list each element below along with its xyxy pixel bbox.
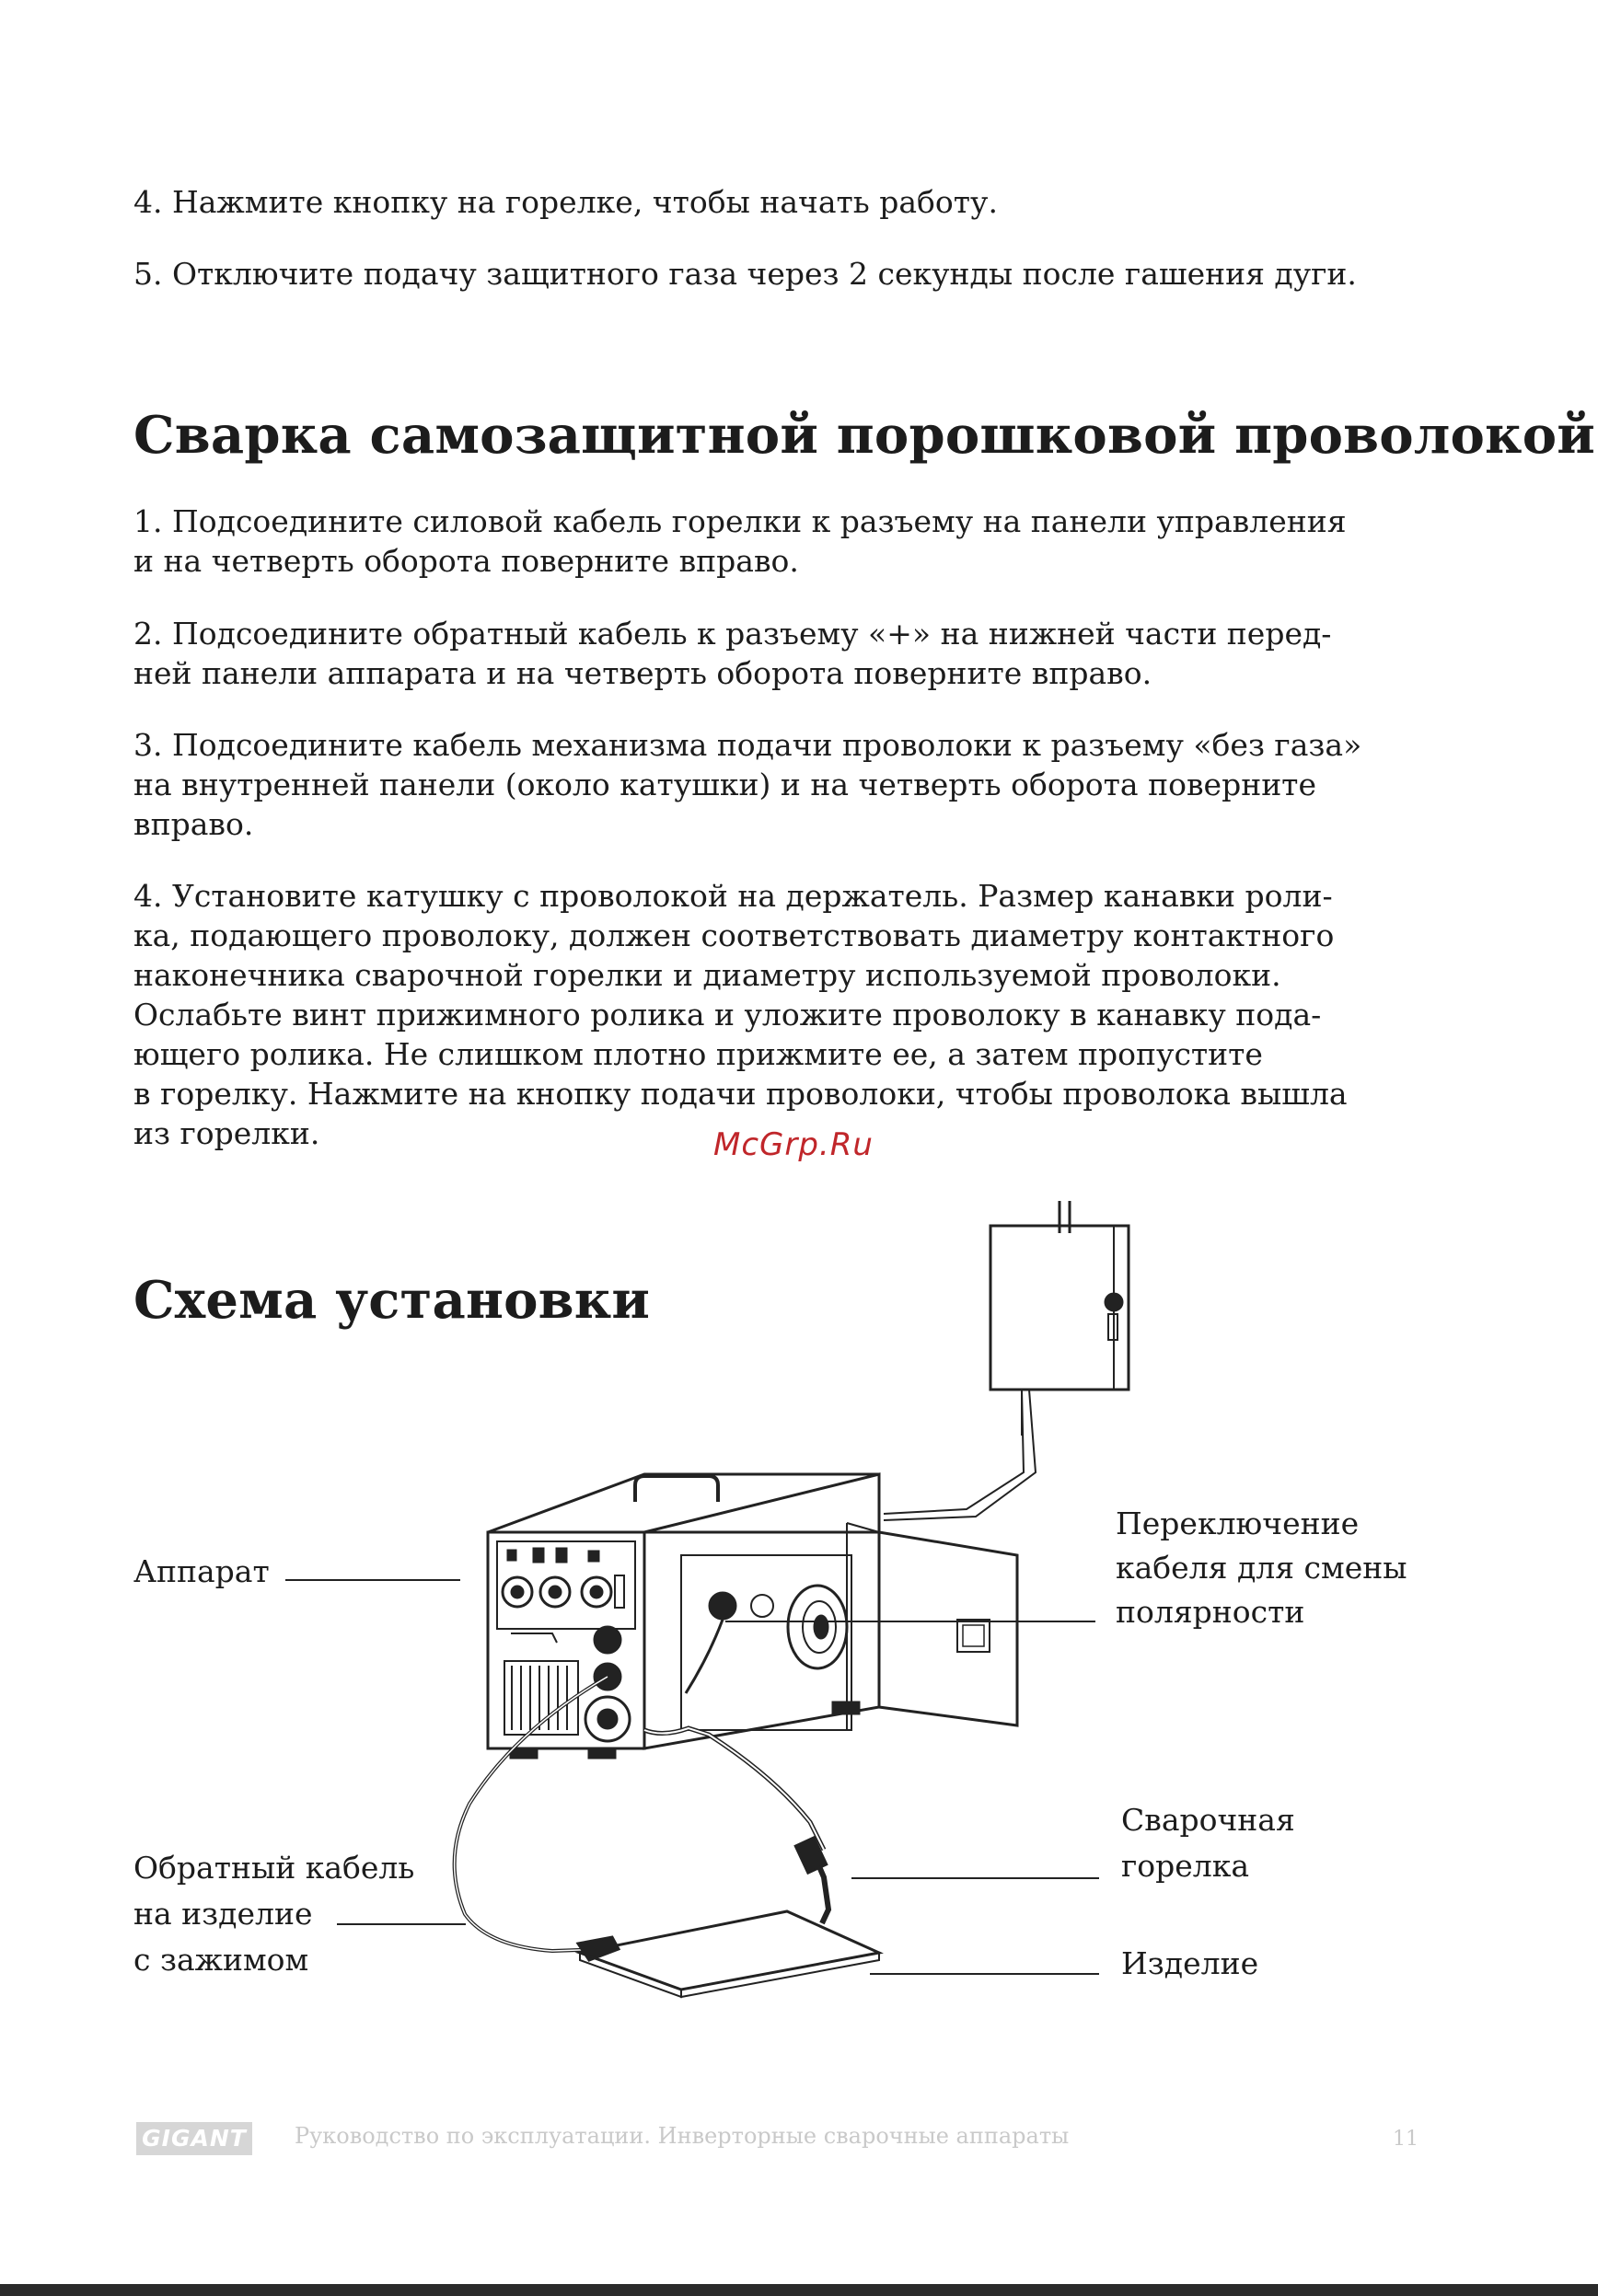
bottom-bar [0,2284,1598,2296]
workpiece-illustration [580,1911,879,1997]
flux-step-1: 1. Подсоедините силовой кабель горелки к разъему на панели управления и на четверть оборота поверните вправо. [133,503,1347,579]
watermark: McGrp.Ru [713,1126,874,1163]
gas-box-illustration [884,1201,1129,1520]
section-title-flux-wire: Сварка самозащитной порошковой проволокой [133,405,1595,466]
spool-illustration [686,1586,847,1693]
section-title-setup-diagram: Схема установки [133,1270,651,1331]
side-door-illustration [847,1523,1017,1730]
flux-step-4: 4. Установите катушку с проволокой на держатель. Размер канавки роли- ка, подающего проволоку, должен соответствовать диаметру контактного наконечника сварочной горелки и диаметру используемой проволоки. Ослабьте винт прижимного ролика и уложите проволоку в канавку пода- ющего ролика. Не слишком плотно прижмите ее, а затем пропустите в горелку. Нажмите на кнопку подачи проволоки, чтобы проволока вышла из горелки. [133,878,1348,1151]
flux-step-2: 2. Подсоедините обратный кабель к разъему «+» на нижней части перед- ней панели аппарата и на четверть оборота поверните вправо. [133,616,1332,691]
footer-title: Руководство по эксплуатации. Инверторные сварочные аппараты [295,2123,1070,2149]
label-polarity-switch: Переключение кабеля для смены полярности [1116,1506,1407,1630]
label-workpiece: Изделие [1121,1945,1259,1981]
label-welding-torch: Сварочная горелка [1121,1802,1295,1884]
return-cable-illustration [455,1677,619,1960]
label-return-cable: Обратный кабель на изделие с зажимом [133,1850,415,1978]
step-4-top: 4. Нажмите кнопку на горелке, чтобы начать работу. [133,184,998,220]
torch-cable-illustration [644,1728,828,1923]
footer-logo: GIGANT [136,2122,252,2155]
label-apparatus: Аппарат [133,1553,270,1589]
page-number: 11 [1393,2128,1419,2151]
step-5-top: 5. Отключите подачу защитного газа через 2 секунды после гашения дуги. [133,256,1357,292]
flux-step-3: 3. Подсоедините кабель механизма подачи проволоки к разъему «без газа» на внутренней панели (около катушки) и на четверть оборота поверните вправо. [133,727,1362,842]
